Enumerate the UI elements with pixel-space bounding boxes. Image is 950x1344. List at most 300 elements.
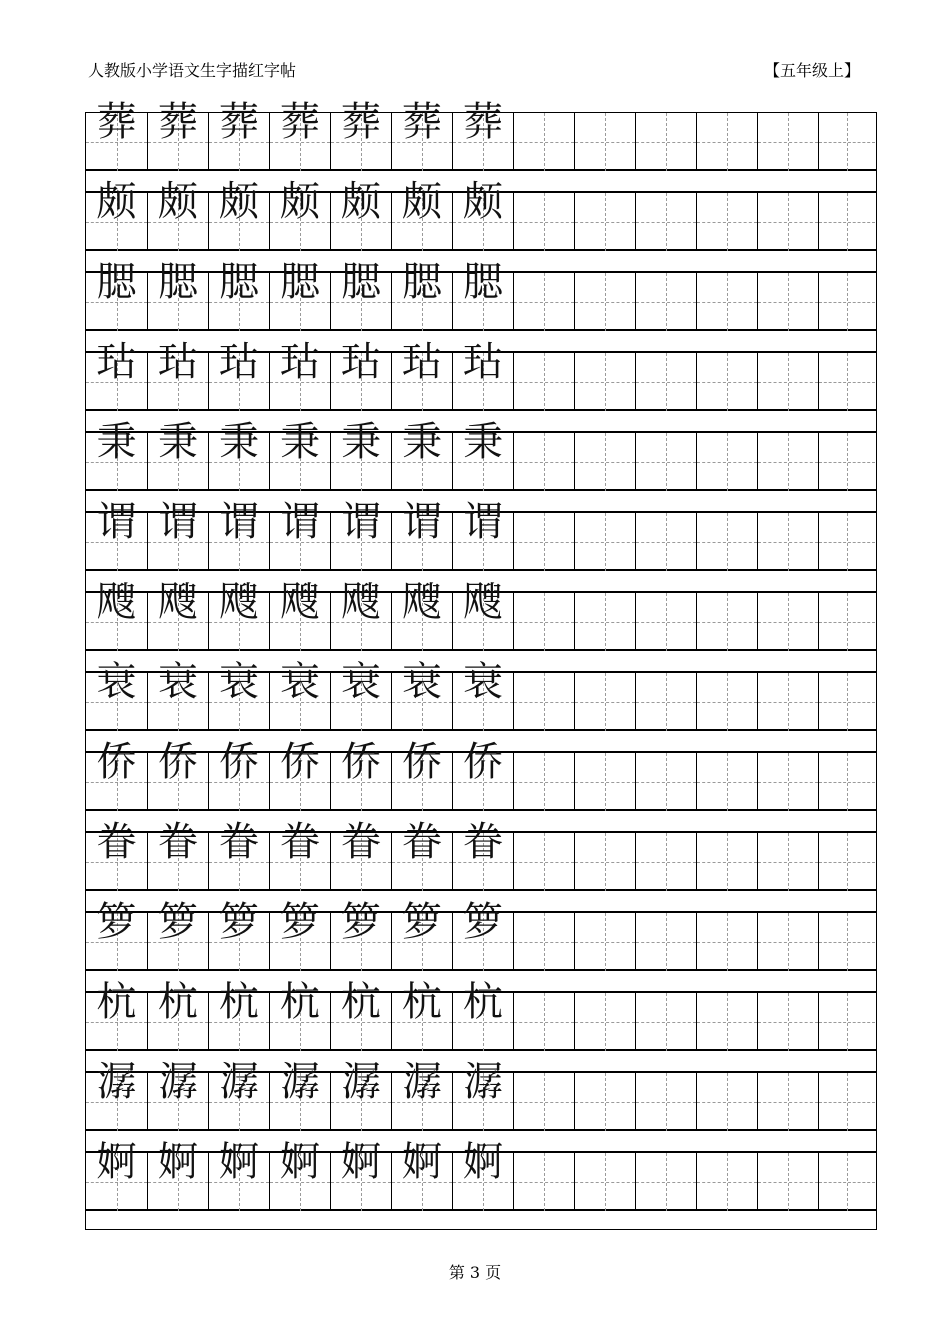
trace-cell: [330, 1059, 391, 1131]
practice-character: 飕: [96, 579, 137, 625]
horizontal-guide-line: [636, 942, 696, 943]
practice-row: [86, 819, 876, 891]
blank-cell: [574, 913, 635, 971]
practice-character: 玷: [402, 339, 442, 385]
horizontal-guide-line: [819, 542, 875, 543]
horizontal-guide-line: [636, 542, 696, 543]
practice-character: 侨: [341, 739, 381, 785]
practice-character: 谓: [341, 499, 381, 545]
horizontal-guide-line: [575, 622, 635, 623]
horizontal-guide-line: [636, 782, 696, 783]
trace-cell: [391, 499, 452, 571]
trace-cell: [452, 819, 513, 891]
blank-cell: [818, 593, 875, 651]
practice-character: 谓: [219, 499, 259, 545]
horizontal-guide-line: [514, 462, 574, 463]
blank-cell: [574, 1153, 635, 1211]
practice-character: 谓: [402, 499, 442, 545]
practice-character: 衰: [280, 659, 320, 705]
horizontal-guide-line: [636, 862, 696, 863]
practice-character: 葬: [463, 99, 503, 145]
horizontal-guide-line: [758, 1022, 818, 1023]
practice-character: 衰: [158, 659, 198, 705]
trace-cell: [391, 419, 452, 491]
practice-character: 眷: [219, 819, 259, 865]
blank-cell: [574, 833, 635, 891]
trace-cell: [330, 739, 391, 811]
horizontal-guide-line: [514, 382, 574, 383]
trace-cell: [208, 1139, 269, 1211]
trace-cell: [452, 1139, 513, 1211]
trace-cell: [391, 979, 452, 1051]
horizontal-guide-line: [819, 942, 875, 943]
practice-character: 眷: [280, 819, 320, 865]
horizontal-guide-line: [758, 542, 818, 543]
practice-character: 衰: [341, 659, 381, 705]
practice-character: 衰: [463, 659, 503, 705]
blank-cell: [757, 353, 818, 411]
blank-cell: [696, 673, 757, 731]
blank-cell: [513, 193, 574, 251]
practice-character: 眷: [341, 819, 381, 865]
blank-cell: [757, 513, 818, 571]
practice-row: [86, 659, 876, 731]
trace-cell: [147, 1139, 208, 1211]
horizontal-guide-line: [819, 302, 875, 303]
horizontal-guide-line: [575, 222, 635, 223]
practice-grid: [85, 99, 877, 1230]
practice-character: 潺: [402, 1059, 442, 1105]
practice-character: 婀: [341, 1139, 381, 1185]
blank-cell: [513, 833, 574, 891]
practice-character: 谓: [96, 499, 137, 545]
practice-character: 眷: [402, 819, 442, 865]
practice-character: 玷: [463, 339, 503, 385]
practice-character: 玷: [341, 339, 381, 385]
horizontal-guide-line: [697, 1102, 757, 1103]
trace-cell: [269, 99, 330, 171]
horizontal-guide-line: [636, 382, 696, 383]
practice-character: 腮: [219, 259, 259, 305]
horizontal-guide-line: [636, 622, 696, 623]
blank-cell: [513, 273, 574, 331]
practice-row: [86, 899, 876, 971]
practice-character: 颇: [280, 179, 320, 225]
horizontal-guide-line: [575, 1022, 635, 1023]
practice-character: 飕: [402, 579, 442, 625]
horizontal-guide-line: [758, 302, 818, 303]
trace-cell: [86, 179, 147, 251]
blank-cell: [818, 1073, 875, 1131]
trace-cell: [391, 99, 452, 171]
practice-row: [86, 179, 876, 251]
trace-cell: [147, 339, 208, 411]
horizontal-guide-line: [819, 782, 875, 783]
trace-cell: [330, 899, 391, 971]
practice-character: 颇: [463, 179, 503, 225]
trace-cell: [330, 579, 391, 651]
horizontal-guide-line: [636, 1182, 696, 1183]
trace-cell: [391, 739, 452, 811]
blank-cell: [574, 433, 635, 491]
horizontal-guide-line: [819, 222, 875, 223]
trace-cell: [147, 579, 208, 651]
trace-cell: [391, 259, 452, 331]
blank-cell: [757, 913, 818, 971]
blank-cell: [696, 193, 757, 251]
horizontal-guide-line: [575, 1102, 635, 1103]
horizontal-guide-line: [514, 1182, 574, 1183]
trace-cell: [269, 1139, 330, 1211]
practice-character: 潺: [341, 1059, 381, 1105]
blank-cell: [513, 433, 574, 491]
blank-cell: [513, 993, 574, 1051]
blank-cell: [574, 1073, 635, 1131]
trace-cell: [452, 739, 513, 811]
trace-cell: [208, 339, 269, 411]
trace-cell: [269, 579, 330, 651]
horizontal-guide-line: [758, 1102, 818, 1103]
horizontal-guide-line: [697, 302, 757, 303]
blank-cell: [574, 593, 635, 651]
trace-cell: [86, 819, 147, 891]
horizontal-guide-line: [758, 462, 818, 463]
practice-character: 腮: [158, 259, 198, 305]
practice-character: 婀: [402, 1139, 442, 1185]
practice-character: 腮: [463, 259, 503, 305]
page-number: 第 3 页: [448, 1263, 502, 1282]
trace-cell: [452, 419, 513, 491]
blank-cell: [635, 193, 696, 251]
horizontal-guide-line: [514, 702, 574, 703]
blank-cell: [635, 993, 696, 1051]
practice-character: 腮: [341, 259, 381, 305]
trace-cell: [86, 579, 147, 651]
trace-cell: [391, 179, 452, 251]
horizontal-guide-line: [575, 542, 635, 543]
horizontal-guide-line: [514, 542, 574, 543]
practice-row: [86, 339, 876, 411]
trace-cell: [208, 499, 269, 571]
trace-cell: [391, 579, 452, 651]
trace-cell: [452, 659, 513, 731]
horizontal-guide-line: [819, 862, 875, 863]
trace-cell: [147, 819, 208, 891]
practice-character: 飕: [341, 579, 381, 625]
horizontal-guide-line: [514, 142, 574, 143]
trace-cell: [208, 1059, 269, 1131]
trace-cell: [269, 1059, 330, 1131]
horizontal-guide-line: [697, 702, 757, 703]
practice-character: 杭: [219, 979, 259, 1025]
practice-character: 葬: [158, 99, 198, 145]
blank-cell: [818, 913, 875, 971]
trace-cell: [86, 419, 147, 491]
horizontal-guide-line: [758, 702, 818, 703]
practice-character: 秉: [158, 419, 198, 465]
trace-cell: [208, 659, 269, 731]
trace-cell: [391, 899, 452, 971]
practice-character: 眷: [463, 819, 503, 865]
practice-row: [86, 1059, 876, 1131]
blank-cell: [513, 593, 574, 651]
practice-character: 婀: [96, 1139, 137, 1185]
horizontal-guide-line: [636, 462, 696, 463]
blank-cell: [513, 753, 574, 811]
horizontal-guide-line: [697, 942, 757, 943]
practice-character: 杭: [341, 979, 381, 1025]
practice-character: 飕: [463, 579, 503, 625]
horizontal-guide-line: [575, 702, 635, 703]
practice-character: 飕: [158, 579, 198, 625]
practice-character: 腮: [280, 259, 320, 305]
horizontal-guide-line: [819, 702, 875, 703]
blank-cell: [574, 273, 635, 331]
trace-cell: [391, 1059, 452, 1131]
horizontal-guide-line: [819, 1102, 875, 1103]
practice-character: 侨: [463, 739, 503, 785]
practice-character: 潺: [158, 1059, 198, 1105]
header-title: 人教版小学语文生字描红字帖: [88, 61, 297, 80]
practice-row: [86, 99, 876, 171]
practice-character: 飕: [280, 579, 320, 625]
trace-cell: [86, 99, 147, 171]
trace-cell: [269, 659, 330, 731]
blank-cell: [696, 753, 757, 811]
trace-cell: [86, 659, 147, 731]
horizontal-guide-line: [514, 222, 574, 223]
practice-character: 颇: [402, 179, 442, 225]
blank-cell: [635, 913, 696, 971]
blank-cell: [635, 833, 696, 891]
trace-cell: [208, 979, 269, 1051]
practice-row: [86, 1139, 876, 1211]
trace-cell: [452, 579, 513, 651]
blank-cell: [635, 433, 696, 491]
blank-cell: [696, 513, 757, 571]
blank-cell: [574, 353, 635, 411]
horizontal-guide-line: [636, 1102, 696, 1103]
trace-cell: [208, 99, 269, 171]
trace-cell: [147, 739, 208, 811]
trace-cell: [269, 339, 330, 411]
horizontal-guide-line: [758, 142, 818, 143]
trace-cell: [208, 179, 269, 251]
blank-cell: [757, 1073, 818, 1131]
horizontal-guide-line: [697, 782, 757, 783]
horizontal-guide-line: [758, 222, 818, 223]
practice-character: 箩: [158, 899, 198, 945]
practice-character: 腮: [96, 259, 137, 305]
trace-cell: [208, 579, 269, 651]
horizontal-guide-line: [758, 862, 818, 863]
horizontal-guide-line: [697, 622, 757, 623]
blank-cell: [635, 353, 696, 411]
practice-character: 潺: [463, 1059, 503, 1105]
horizontal-guide-line: [758, 382, 818, 383]
horizontal-guide-line: [514, 1022, 574, 1023]
practice-character: 秉: [463, 419, 503, 465]
practice-character: 葬: [219, 99, 259, 145]
horizontal-guide-line: [636, 702, 696, 703]
trace-cell: [330, 659, 391, 731]
practice-character: 侨: [96, 739, 137, 785]
trace-cell: [269, 979, 330, 1051]
blank-cell: [513, 913, 574, 971]
practice-character: 侨: [402, 739, 442, 785]
trace-cell: [269, 499, 330, 571]
trace-cell: [147, 499, 208, 571]
trace-cell: [452, 899, 513, 971]
practice-character: 颇: [341, 179, 381, 225]
practice-character: 衰: [402, 659, 442, 705]
practice-character: 谓: [280, 499, 320, 545]
practice-character: 眷: [158, 819, 198, 865]
blank-cell: [513, 113, 574, 171]
practice-character: 婀: [463, 1139, 503, 1185]
practice-character: 颇: [158, 179, 198, 225]
practice-character: 秉: [341, 419, 381, 465]
horizontal-guide-line: [697, 1182, 757, 1183]
practice-character: 玷: [158, 339, 198, 385]
practice-character: 杭: [402, 979, 442, 1025]
blank-cell: [635, 513, 696, 571]
practice-character: 箩: [402, 899, 442, 945]
practice-row: [86, 579, 876, 651]
horizontal-guide-line: [819, 142, 875, 143]
trace-cell: [330, 179, 391, 251]
trace-cell: [208, 819, 269, 891]
blank-cell: [818, 673, 875, 731]
horizontal-guide-line: [758, 1182, 818, 1183]
blank-cell: [696, 993, 757, 1051]
blank-cell: [635, 273, 696, 331]
trace-cell: [391, 339, 452, 411]
horizontal-guide-line: [758, 942, 818, 943]
horizontal-guide-line: [514, 782, 574, 783]
trace-cell: [208, 259, 269, 331]
blank-cell: [513, 353, 574, 411]
trace-cell: [452, 499, 513, 571]
horizontal-guide-line: [697, 542, 757, 543]
practice-character: 玷: [219, 339, 259, 385]
trace-cell: [147, 899, 208, 971]
practice-character: 玷: [280, 339, 320, 385]
blank-cell: [513, 673, 574, 731]
blank-cell: [513, 1153, 574, 1211]
blank-cell: [635, 673, 696, 731]
trace-cell: [269, 179, 330, 251]
trace-cell: [147, 979, 208, 1051]
horizontal-guide-line: [697, 862, 757, 863]
horizontal-guide-line: [697, 142, 757, 143]
horizontal-guide-line: [819, 382, 875, 383]
horizontal-guide-line: [575, 382, 635, 383]
trace-cell: [452, 339, 513, 411]
blank-cell: [757, 113, 818, 171]
trace-cell: [269, 899, 330, 971]
practice-character: 箩: [280, 899, 320, 945]
horizontal-guide-line: [575, 462, 635, 463]
blank-cell: [635, 1153, 696, 1211]
trace-cell: [391, 1139, 452, 1211]
trace-cell: [208, 739, 269, 811]
practice-character: 杭: [463, 979, 503, 1025]
trace-cell: [269, 739, 330, 811]
blank-cell: [818, 193, 875, 251]
blank-cell: [757, 673, 818, 731]
blank-cell: [818, 353, 875, 411]
blank-cell: [818, 433, 875, 491]
practice-character: 秉: [219, 419, 259, 465]
blank-cell: [757, 1153, 818, 1211]
blank-cell: [818, 833, 875, 891]
horizontal-guide-line: [575, 782, 635, 783]
horizontal-guide-line: [819, 1182, 875, 1183]
trace-cell: [452, 259, 513, 331]
horizontal-guide-line: [514, 862, 574, 863]
horizontal-guide-line: [575, 142, 635, 143]
trace-cell: [86, 1139, 147, 1211]
practice-character: 秉: [402, 419, 442, 465]
practice-character: 杭: [158, 979, 198, 1025]
practice-character: 侨: [219, 739, 259, 785]
practice-character: 葬: [402, 99, 442, 145]
blank-cell: [757, 273, 818, 331]
trace-cell: [452, 1059, 513, 1131]
practice-character: 婀: [280, 1139, 320, 1185]
trace-cell: [330, 819, 391, 891]
blank-cell: [757, 593, 818, 651]
trace-cell: [330, 99, 391, 171]
horizontal-guide-line: [819, 462, 875, 463]
practice-character: 谓: [158, 499, 198, 545]
trace-cell: [330, 979, 391, 1051]
trace-cell: [391, 659, 452, 731]
practice-character: 箩: [96, 899, 137, 945]
horizontal-guide-line: [819, 622, 875, 623]
trace-cell: [269, 419, 330, 491]
practice-character: 箩: [219, 899, 259, 945]
practice-character: 颇: [219, 179, 259, 225]
blank-cell: [574, 513, 635, 571]
practice-row: [86, 259, 876, 331]
trace-cell: [86, 339, 147, 411]
blank-cell: [696, 353, 757, 411]
practice-character: 箩: [463, 899, 503, 945]
trace-cell: [86, 1059, 147, 1131]
trace-cell: [147, 659, 208, 731]
practice-character: 箩: [341, 899, 381, 945]
trace-cell: [147, 99, 208, 171]
trace-cell: [330, 1139, 391, 1211]
practice-character: 杭: [280, 979, 320, 1025]
trace-cell: [452, 179, 513, 251]
horizontal-guide-line: [514, 302, 574, 303]
blank-cell: [635, 593, 696, 651]
trace-cell: [86, 499, 147, 571]
trace-cell: [269, 819, 330, 891]
blank-cell: [818, 273, 875, 331]
practice-character: 侨: [280, 739, 320, 785]
trace-cell: [147, 179, 208, 251]
blank-cell: [696, 833, 757, 891]
trace-cell: [86, 259, 147, 331]
trace-cell: [391, 819, 452, 891]
horizontal-guide-line: [758, 782, 818, 783]
trace-cell: [147, 259, 208, 331]
practice-character: 葬: [280, 99, 320, 145]
